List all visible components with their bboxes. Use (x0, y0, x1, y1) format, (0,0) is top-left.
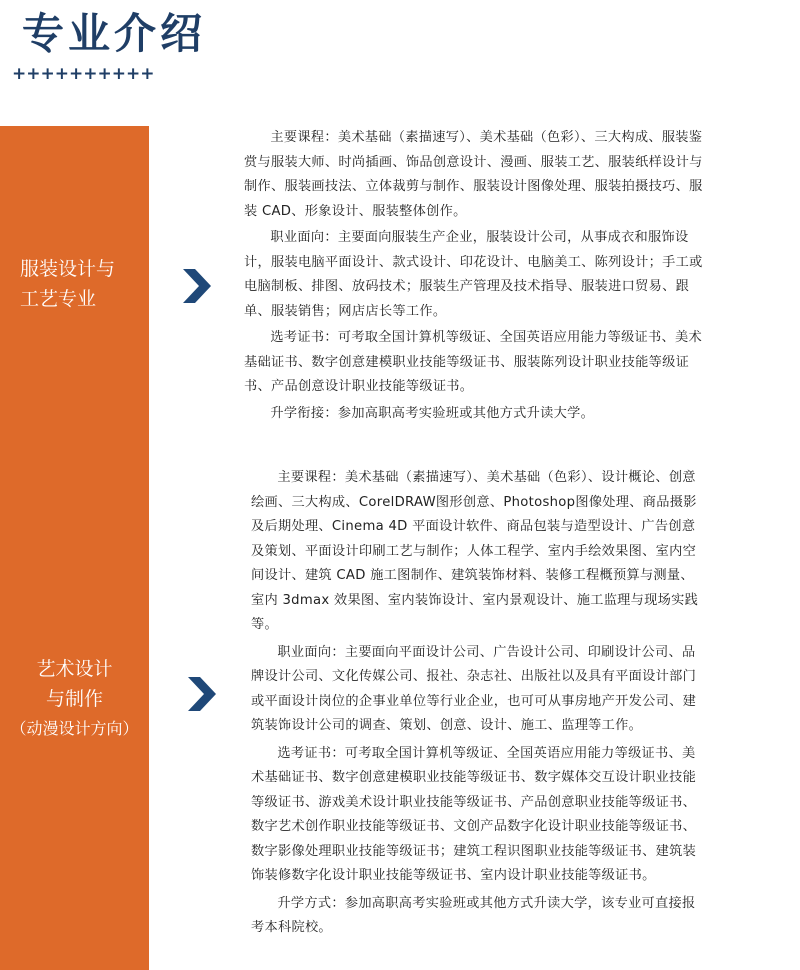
section-label-line: 服装设计与 (20, 258, 116, 280)
paragraph-careers: 职业面向：主要面向服装生产企业，服装设计公司，从事成衣和服饰设计，服装电脑平面设计、款式设计、印花设计、电脑美工、陈列设计；手工或电脑制板、排图、放码技术；服装生产管理及技术指导、服装进口贸易、跟单、服装销售；网店店长等工作。 (244, 230, 703, 319)
page-title: 专业介绍 (22, 9, 207, 58)
side-accent-bar (0, 126, 149, 970)
section-label-line: （动漫设计方向） (10, 719, 139, 738)
chevron-right-icon (186, 675, 218, 713)
paragraph-courses: 主要课程：美术基础（素描速写）、美术基础（色彩）、设计概论、创意绘画、三大构成、CorelDRAW图形创意、Photoshop图像处理、商品摄影及后期处理、Cinema 4D 平面设计软件、商品包装与造型设计、广告创意及策划、平面设计印刷工艺与制作；人体工程学、室内手绘效果图、室内空间设计、建筑 CAD 施工图制作、建筑装饰材料、装修工程概预算与测量、室内 3dmax 效果图、室内装饰设计、室内景观设计、施工监理与现场实践等。 (251, 470, 699, 632)
section-label-line: 艺术设计 (36, 658, 113, 680)
section-label-line: 工艺专业 (20, 288, 97, 310)
section-label-art-design (0, 654, 149, 744)
paragraph-further-study: 升学方式：参加高职高考实验班或其他方式升读大学，该专业可直接报考本科院校。 (251, 895, 696, 935)
plus-decoration: ++++++++++ (12, 64, 155, 84)
chevron-right-icon (181, 267, 213, 305)
section-body-art-design (251, 466, 706, 944)
section-label-fashion (0, 254, 149, 314)
paragraph-further-study: 升学衔接：参加高职高考实验班或其他方式升读大学。 (270, 405, 595, 421)
paragraph-certificates: 选考证书：可考取全国计算机等级证、全国英语应用能力等级证书、美术基础证书、数字创意建模职业技能等级证书、数字媒体交互设计职业技能等级证书、游戏美术设计职业技能等级证书、产品创意职业技能等级证书、数字艺术创作职业技能等级证书、文创产品数字化设计职业技能等级证书、数字影像处理职业技能等级证书；建筑工程识图职业技能等级证书、建筑装饰装修数字化设计职业技能等级证书、室内设计职业技能等级证书。 (251, 745, 697, 883)
paragraph-certificates: 选考证书：可考取全国计算机等级证、全国英语应用能力等级证书、美术基础证书、数字创意建模职业技能等级证书、服装陈列设计职业技能等级证书、产品创意设计职业技能等级证书。 (244, 330, 702, 394)
paragraph-careers: 职业面向：主要面向平面设计公司、广告设计公司、印刷设计公司、品牌设计公司、文化传媒公司、报社、杂志社、出版社以及具有平面设计部门或平面设计岗位的企事业单位等行业企业，也可可从事房地产开发公司、建筑装饰设计公司的调查、策划、创意、设计、施工、监理等工作。 (251, 644, 697, 733)
paragraph-courses: 主要课程：美术基础（素描速写）、美术基础（色彩）、三大构成、服装鉴赏与服装大师、时尚插画、饰品创意设计、漫画、服装工艺、服装纸样设计与制作、服装画技法、立体裁剪与制作、服装设计图像处理、服装拍摄技巧、服装 CAD、形象设计、服装整体创作。 (244, 130, 703, 219)
section-body-fashion (244, 126, 704, 428)
section-label-line: 与制作 (45, 688, 103, 710)
